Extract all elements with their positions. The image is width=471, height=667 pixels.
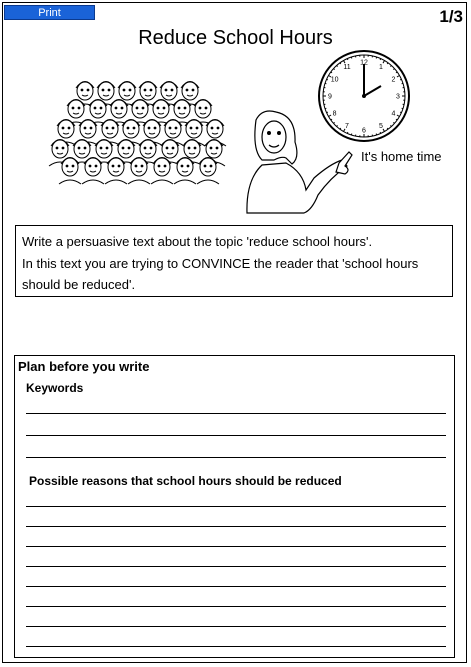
instruction-line-1: Write a persuasive text about the topic 'reduce school hours'.	[22, 234, 373, 249]
clock-number: 10	[330, 76, 339, 84]
clock-number: 5	[379, 122, 383, 130]
instructions-box	[15, 225, 453, 297]
plan-box	[14, 355, 455, 658]
page-title: Reduce School Hours	[138, 27, 333, 49]
clock-number: 6	[362, 127, 366, 135]
clock-illustration	[319, 51, 409, 141]
clock-number: 4	[391, 110, 396, 118]
keywords-label: Keywords	[26, 381, 84, 395]
reason-writing-line[interactable]	[26, 526, 446, 527]
reason-writing-line[interactable]	[26, 566, 446, 567]
clock-number: 3	[396, 93, 400, 101]
speech-caption: It's home time	[361, 149, 442, 164]
clock-number: 1	[379, 64, 383, 72]
page-number: 1/3	[439, 7, 463, 26]
print-button[interactable]: Print	[4, 5, 95, 20]
plan-title: Plan before you write	[18, 359, 150, 374]
reasons-label: Possible reasons that school hours should be reduced	[29, 474, 342, 488]
reason-writing-line[interactable]	[26, 626, 446, 627]
clock-number: 8	[332, 110, 337, 118]
keyword-writing-line[interactable]	[26, 435, 446, 436]
keyword-writing-line[interactable]	[26, 457, 446, 458]
clock-number: 11	[343, 64, 351, 72]
clock-number: 12	[360, 59, 368, 67]
clock-number: 2	[391, 76, 396, 84]
clock-number: 7	[345, 122, 349, 130]
reason-writing-line[interactable]	[26, 646, 446, 647]
reason-writing-line[interactable]	[26, 506, 446, 507]
illustration	[0, 0, 471, 225]
instruction-line-2: In this text you are trying to CONVINCE the reader that 'school hours should be reduced'.	[22, 255, 419, 292]
reason-writing-line[interactable]	[26, 586, 446, 587]
reason-writing-line[interactable]	[26, 606, 446, 607]
students-illustration	[49, 82, 226, 185]
clock-number: 9	[328, 93, 332, 101]
keyword-writing-line[interactable]	[26, 413, 446, 414]
reason-writing-line[interactable]	[26, 546, 446, 547]
